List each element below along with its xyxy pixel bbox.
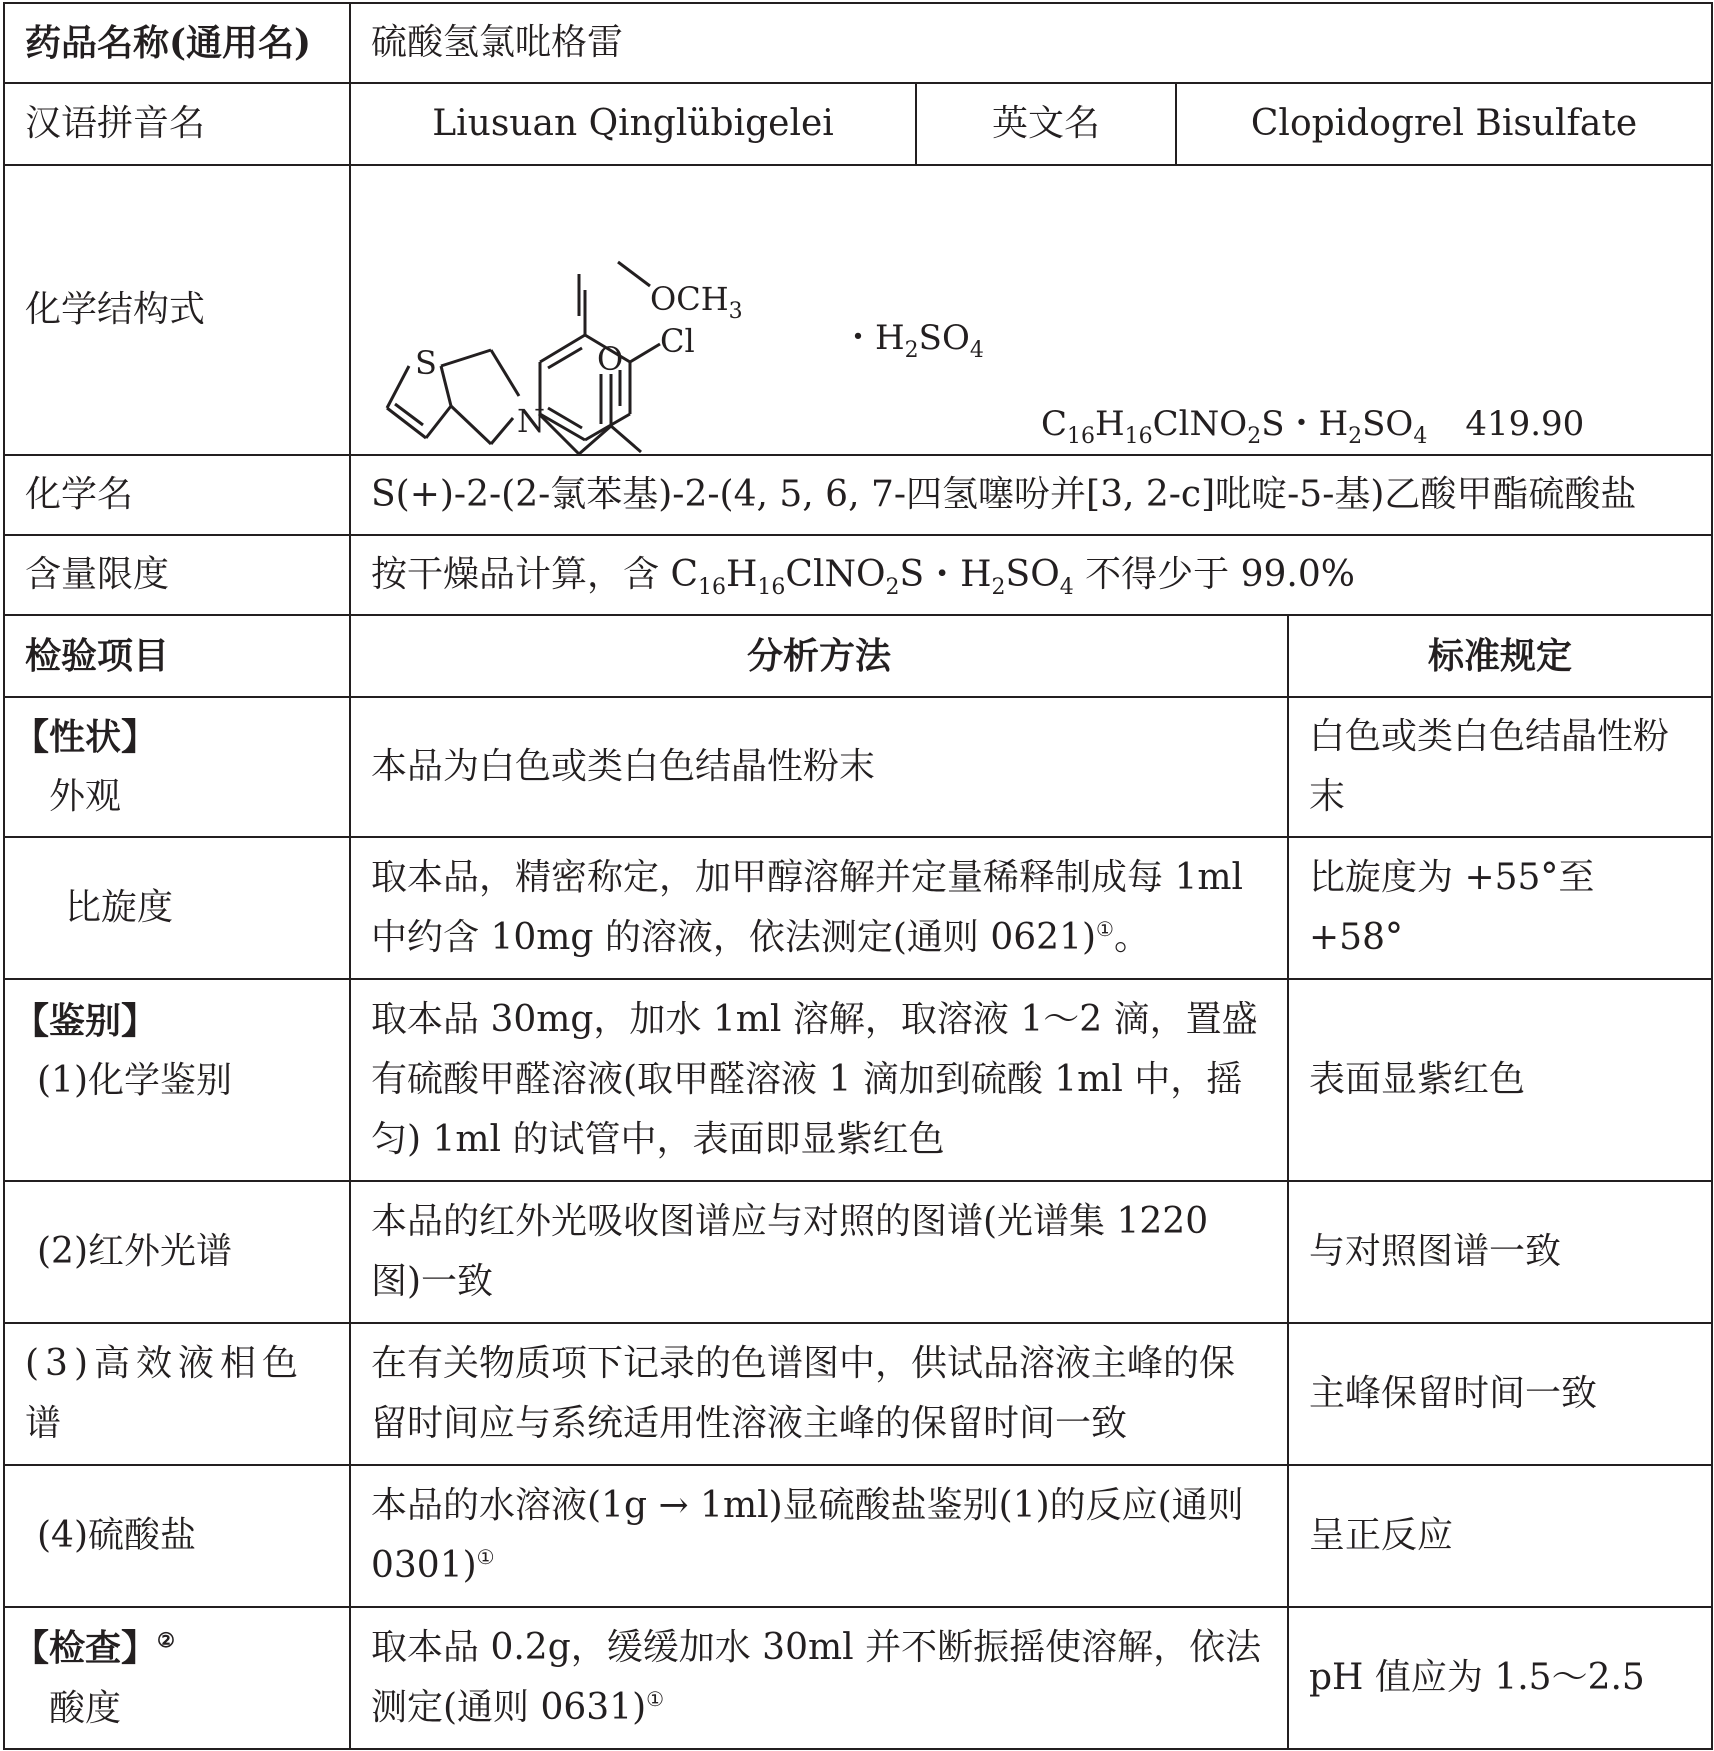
row-table-header <box>4 615 1712 697</box>
atom-methoxy: $OCH_3$ <box>650 280 743 324</box>
chem-id-method: 取本品 30mg，加水 1ml 溶解，取溶液 1～2 滴，置盛有硫酸甲醛溶液(取甲醛溶液 1 滴加到硫酸 1ml 中，摇匀) 1ml 的试管中，表面即显紫红色 <box>350 979 1288 1181</box>
acidity-item: 【检查】② 酸度 <box>4 1607 350 1749</box>
ir-method: 本品的红外光吸收图谱应与对照的图谱(光谱集 1220 图)一致 <box>350 1181 1288 1323</box>
english-value: Clopidogrel Bisulfate <box>1176 83 1712 165</box>
pinyin-label: 汉语拼音名 <box>4 83 350 165</box>
row-content-limit <box>4 535 1712 615</box>
row-ir <box>4 1181 1712 1323</box>
structure-label: 化学结构式 <box>4 165 350 455</box>
sulfate-standard: 呈正反应 <box>1288 1465 1712 1607</box>
row-chem-id <box>4 979 1712 1181</box>
drug-spec-table <box>3 2 1713 1750</box>
hplc-item: (3)高效液相色谱 <box>4 1323 350 1465</box>
atom-sulfur: S <box>415 344 437 382</box>
row-chemical-name <box>4 455 1712 535</box>
row-rotation <box>4 837 1712 979</box>
chemname-label: 化学名 <box>4 455 350 535</box>
molecular-weight: 419.90 <box>1465 404 1585 444</box>
row-acidity <box>4 1607 1712 1749</box>
chemname-value: S(+)-2-(2-氯苯基)-2-(4, 5, 6, 7-四氢噻吩并[3, 2-c]吡啶-5-基)乙酸甲酯硫酸盐 <box>350 455 1712 535</box>
atom-nitrogen: N <box>517 402 545 440</box>
row-pinyin-english <box>4 83 1712 165</box>
header-standard: 标准规定 <box>1288 615 1712 697</box>
drug-name-label: 药品名称(通用名) <box>4 3 350 83</box>
structure-cell <box>350 165 1712 455</box>
atom-oxygen: O <box>597 340 624 378</box>
appearance-method: 本品为白色或类白色结晶性粉末 <box>350 697 1288 837</box>
hplc-standard: 主峰保留时间一致 <box>1288 1323 1712 1465</box>
salt-label: ・$H_2SO_4$ <box>841 318 984 363</box>
acidity-method: 取本品 0.2g，缓缓加水 30ml 并不断振摇使溶解，依法测定(通则 0631)① <box>350 1607 1288 1749</box>
rotation-standard: 比旋度为 +55°至 +58° <box>1288 837 1712 979</box>
english-label: 英文名 <box>916 83 1176 165</box>
hplc-method: 在有关物质项下记录的色谱图中，供试品溶液主峰的保留时间应与系统适用性溶液主峰的保留时间一致 <box>350 1323 1288 1465</box>
row-hplc <box>4 1323 1712 1465</box>
row-structure <box>4 165 1712 455</box>
acidity-standard: pH 值应为 1.5～2.5 <box>1288 1607 1712 1749</box>
chem-id-standard: 表面显紫红色 <box>1288 979 1712 1181</box>
sulfate-item: (4)硫酸盐 <box>4 1465 350 1607</box>
row-sulfate <box>4 1465 1712 1607</box>
chem-id-item: 【鉴别】 (1)化学鉴别 <box>4 979 350 1181</box>
sulfate-method: 本品的水溶液(1g → 1ml)显硫酸盐鉴别(1)的反应(通则 0301)① <box>350 1465 1288 1607</box>
appearance-item: 【性状】 外观 <box>4 697 350 837</box>
content-value: 按干燥品计算，含 $C_{16}H_{16}ClNO_2S$・$H_2SO_4$ 不得少于 99.0% <box>350 535 1712 615</box>
ir-item: (2)红外光谱 <box>4 1181 350 1323</box>
appearance-standard: 白色或类白色结晶性粉末 <box>1288 697 1712 837</box>
pinyin-value: Liusuan Qinglübigelei <box>350 83 916 165</box>
row-drug-name <box>4 3 1712 83</box>
molecular-formula: $C_{16}H_{16}ClNO_2S$・$H_2SO_4$ 419.90 <box>1041 404 1585 449</box>
drug-name-value: 硫酸氢氯吡格雷 <box>350 3 1712 83</box>
header-method: 分析方法 <box>350 615 1288 697</box>
rotation-item: 比旋度 <box>4 837 350 979</box>
ir-standard: 与对照图谱一致 <box>1288 1181 1712 1323</box>
content-label: 含量限度 <box>4 535 350 615</box>
row-appearance <box>4 697 1712 837</box>
header-item: 检验项目 <box>4 615 350 697</box>
atom-chlorine: Cl <box>660 322 695 360</box>
rotation-method: 取本品，精密称定，加甲醇溶解并定量稀释制成每 1ml 中约含 10mg 的溶液，依法测定(通则 0621)①。 <box>350 837 1288 979</box>
